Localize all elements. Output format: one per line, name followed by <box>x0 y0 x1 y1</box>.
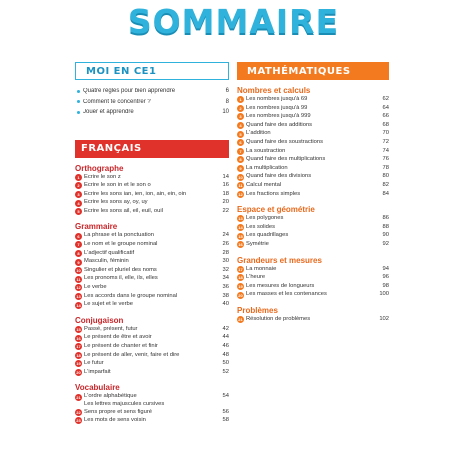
toc-entry[interactable] <box>237 182 389 191</box>
toc-entry[interactable] <box>237 232 389 241</box>
toc-entry[interactable] <box>75 208 229 217</box>
entry-page: 6 <box>225 88 229 95</box>
entry-label: Quand faire des soustractions <box>246 138 324 145</box>
toc-entry[interactable] <box>237 165 389 174</box>
lesson-number-badge: 21 <box>238 317 243 323</box>
entry-page: 54 <box>222 393 229 400</box>
page-title: SOMMAIRE <box>127 2 340 41</box>
entry-page: 40 <box>222 301 229 308</box>
entry-page: 82 <box>382 181 389 188</box>
section-title: Orthographe <box>75 163 124 173</box>
entry-label: La phrase et la ponctuation <box>84 232 154 239</box>
lesson-number-badge: 18 <box>76 352 81 358</box>
section-title: Problèmes <box>237 305 278 315</box>
entry-page: 94 <box>382 265 389 272</box>
lesson-number-badge: 16 <box>76 335 81 341</box>
entry-label: Singulier et pluriel des noms <box>84 266 157 273</box>
lesson-number-badge: 10 <box>76 268 81 274</box>
toc-entry[interactable] <box>237 191 389 200</box>
toc-entry[interactable] <box>237 241 389 250</box>
lesson-number-badge: 8 <box>75 250 82 257</box>
toc-entry[interactable] <box>75 326 229 335</box>
toc-entry[interactable] <box>237 274 389 283</box>
toc-entry[interactable] <box>237 105 389 114</box>
lesson-number-badge: 16 <box>238 242 243 248</box>
mathematiques-header: MATHÉMATIQUES <box>237 62 389 80</box>
entry-label: Symétrie <box>246 240 269 247</box>
entry-page: 52 <box>222 368 229 375</box>
entry-label: Le futur <box>84 360 104 367</box>
toc-entry[interactable] <box>75 174 229 183</box>
lesson-number-badge: 18 <box>238 275 243 281</box>
entry-page: 72 <box>382 138 389 145</box>
lesson-number-badge: 17 <box>76 344 81 350</box>
lesson-number-badge: 3 <box>237 113 244 120</box>
lesson-number-badge: 20 <box>76 370 81 376</box>
entry-label: Le présent de chanter et finir <box>84 343 158 349</box>
toc-entry[interactable] <box>75 107 229 118</box>
lesson-number-badge: 9 <box>237 165 244 172</box>
lesson-number-badge: 20 <box>238 292 243 298</box>
lesson-number-badge: 3 <box>75 191 82 198</box>
entry-label: Quand faire des additions <box>246 121 313 128</box>
toc-entry[interactable] <box>75 267 229 276</box>
bullet-icon <box>77 100 80 103</box>
entry-label: Écrire les sons ail, eil, euil, ouil <box>84 207 163 214</box>
entry-label: Les mesures de longueurs <box>246 282 315 289</box>
lesson-number-badge: 7 <box>237 148 244 155</box>
toc-entry[interactable] <box>75 232 229 241</box>
toc-entry[interactable] <box>237 291 389 300</box>
entry-label: Les nombres jusqu'à 69 <box>246 96 308 102</box>
entry-page: 98 <box>382 282 389 289</box>
lesson-number-badge: 1 <box>75 174 82 181</box>
toc-entry[interactable] <box>237 113 389 122</box>
entry-label: Le nom et le groupe nominal <box>84 241 158 248</box>
entry-page: 44 <box>222 334 229 341</box>
entry-label: Les masses et les contenances <box>246 291 327 298</box>
toc-entry[interactable] <box>237 266 389 275</box>
entry-page: 68 <box>382 121 389 128</box>
toc-entry[interactable] <box>75 369 229 378</box>
entry-label: Le sujet et le verbe <box>84 301 133 308</box>
lesson-number-badge: 14 <box>238 225 243 231</box>
lesson-number-badge: 5 <box>237 131 244 138</box>
entry-page: 74 <box>382 147 389 154</box>
entry-page: 66 <box>382 113 389 120</box>
entry-page: 18 <box>222 190 229 197</box>
toc-entry[interactable] <box>75 199 229 208</box>
lesson-number-badge: 6 <box>237 139 244 146</box>
entry-label: L'heure <box>246 274 266 281</box>
toc-entry[interactable] <box>75 343 229 352</box>
entry-page: 92 <box>382 240 389 247</box>
toc-entry[interactable] <box>75 258 229 267</box>
toc-entry[interactable] <box>75 191 229 200</box>
entry-page: 26 <box>222 241 229 248</box>
entry-label: Les nombres jusqu'à 999 <box>246 113 311 120</box>
entry-page: 64 <box>382 104 389 111</box>
toc-entry[interactable] <box>237 122 389 131</box>
toc-entry[interactable] <box>75 393 229 408</box>
lesson-number-badge: 2 <box>237 105 244 112</box>
toc-entry[interactable] <box>75 334 229 343</box>
entry-label: Quatre règles pour bien apprendre <box>83 88 176 95</box>
entry-page: 58 <box>222 417 229 424</box>
lesson-number-badge: 13 <box>238 216 243 222</box>
lesson-number-badge: 13 <box>76 293 81 299</box>
toc-entry[interactable] <box>75 86 229 97</box>
toc-entry[interactable] <box>237 96 389 105</box>
entry-page: 28 <box>222 249 229 256</box>
toc-entry[interactable] <box>75 284 229 293</box>
entry-page: 36 <box>222 284 229 291</box>
entry-label: Les solides <box>246 223 276 230</box>
right-column <box>237 62 389 324</box>
mathematiques-sections <box>237 86 389 324</box>
entry-label: L'adjectif qualificatif <box>84 249 135 256</box>
lesson-number-badge: 11 <box>76 276 81 282</box>
entry-page: 96 <box>382 274 389 281</box>
entry-label: L'addition <box>246 130 271 137</box>
section-title: Conjugaison <box>75 315 124 325</box>
lesson-number-badge: 5 <box>75 208 82 215</box>
entry-page: 86 <box>382 215 389 222</box>
lesson-number-badge: 1 <box>237 96 244 103</box>
entry-label: Résolution de problèmes <box>246 315 311 322</box>
entry-label: Les accords dans le groupe nominal <box>84 292 178 299</box>
toc-entry[interactable] <box>237 173 389 182</box>
lesson-number-badge: 4 <box>75 200 82 207</box>
entry-label: Le présent de être et avoir <box>84 334 152 341</box>
entry-page: 80 <box>382 173 389 180</box>
entry-page: 38 <box>222 292 229 299</box>
lesson-number-badge: 23 <box>76 418 81 424</box>
entry-page: 62 <box>382 96 389 102</box>
entry-label: La multiplication <box>246 164 288 171</box>
toc-entry[interactable] <box>75 275 229 284</box>
toc-entry[interactable] <box>237 215 389 224</box>
lesson-number-badge: 4 <box>237 122 244 129</box>
toc-entry[interactable] <box>75 97 229 108</box>
entry-label: Passé, présent, futur <box>84 325 138 332</box>
toc-entry[interactable] <box>75 182 229 191</box>
lesson-number-badge: 14 <box>76 302 81 308</box>
lesson-number-badge: 19 <box>76 361 81 367</box>
entry-page: 10 <box>222 109 229 116</box>
toc-entry[interactable] <box>237 130 389 139</box>
toc-entry[interactable] <box>75 360 229 369</box>
entry-page: 84 <box>382 190 389 197</box>
entry-page: 16 <box>222 182 229 189</box>
entry-page: 8 <box>225 98 229 105</box>
bullet-icon <box>77 90 80 93</box>
entry-label: Quand faire des divisions <box>246 173 312 180</box>
entry-label: Les nombres jusqu'à 99 <box>246 104 308 111</box>
entry-label: La monnaie <box>246 265 277 272</box>
toc-entry[interactable] <box>75 241 229 250</box>
entry-label: Le verbe <box>84 284 107 291</box>
lesson-number-badge: 15 <box>238 233 243 239</box>
entry-label: Écrire les sons ay, oy, uy <box>84 199 148 206</box>
lesson-number-badge: 12 <box>76 285 81 291</box>
entry-label: Le présent de aller, venir, faire et dire <box>84 351 180 358</box>
toc-entry[interactable] <box>75 250 229 259</box>
toc-entry[interactable] <box>237 224 389 233</box>
toc-entry[interactable] <box>237 156 389 165</box>
francais-header: FRANÇAIS <box>75 140 229 158</box>
toc-entry[interactable] <box>75 352 229 361</box>
toc-entry[interactable] <box>75 409 229 418</box>
entry-label: Les mots de sens voisin <box>84 417 146 424</box>
section-title: Grammaire <box>75 222 118 232</box>
entry-label: Comment te concentrer ? <box>83 98 151 105</box>
entry-label: Calcul mental <box>246 181 282 188</box>
entry-label: L'imparfait <box>84 368 111 375</box>
entry-label: Masculin, féminin <box>84 258 129 265</box>
entry-label: Écrire le son in et le son o <box>84 182 151 189</box>
entry-page: 78 <box>382 164 389 171</box>
entry-label: L'ordre alphabétique Les lettres majuscules cursives <box>84 393 165 407</box>
toc-entry[interactable] <box>237 139 389 148</box>
francais-sections <box>75 164 229 426</box>
lesson-number-badge: 8 <box>237 156 244 163</box>
entry-page: 42 <box>222 325 229 332</box>
lesson-number-badge: 10 <box>238 174 243 180</box>
moi-en-ce1-list <box>75 80 229 118</box>
lesson-number-badge: 22 <box>76 409 81 415</box>
lesson-number-badge: 9 <box>75 259 82 266</box>
entry-page: 100 <box>379 291 389 298</box>
bullet-icon <box>77 111 80 114</box>
entry-page: 56 <box>222 408 229 415</box>
entry-page: 34 <box>222 275 229 282</box>
section-title: Grandeurs et mesures <box>237 255 322 265</box>
lesson-number-badge: 6 <box>75 233 82 240</box>
entry-page: 20 <box>222 199 229 206</box>
lesson-number-badge: 2 <box>75 182 82 189</box>
entry-label: Les polygones <box>246 215 284 222</box>
entry-page: 88 <box>382 223 389 230</box>
section-title: Espace et géométrie <box>237 205 315 215</box>
entry-page: 30 <box>222 258 229 265</box>
entry-label: Les pronoms il, elle, ils, elles <box>84 275 158 282</box>
lesson-number-badge: 19 <box>238 283 243 289</box>
entry-label: Les fractions simples <box>246 190 301 197</box>
entry-label: Quand faire des multiplications <box>246 156 326 163</box>
lesson-number-badge: 17 <box>238 266 243 272</box>
toc-entry[interactable] <box>237 283 389 292</box>
entry-page: 90 <box>382 232 389 239</box>
entry-page: 46 <box>222 343 229 349</box>
toc-entry[interactable] <box>237 316 389 325</box>
entry-label: Écrire les sons ian, ien, ion, ain, ein, oin <box>84 190 187 197</box>
entry-label: Sens propre et sens figuré <box>84 408 152 415</box>
entry-page: 76 <box>382 156 389 163</box>
entry-label: Jouer et apprendre <box>83 109 134 116</box>
entry-page: 102 <box>379 315 389 322</box>
lesson-number-badge: 12 <box>238 191 243 197</box>
entry-page: 32 <box>222 266 229 273</box>
section-title: Vocabulaire <box>75 383 120 393</box>
entry-page: 22 <box>222 207 229 214</box>
lesson-number-badge: 21 <box>76 394 81 400</box>
toc-entry[interactable] <box>75 417 229 426</box>
left-column <box>75 62 229 426</box>
lesson-number-badge: 7 <box>75 241 82 248</box>
toc-entry[interactable] <box>237 148 389 157</box>
entry-label: Écrire le son z <box>84 173 121 180</box>
entry-page: 50 <box>222 360 229 367</box>
toc-entry[interactable] <box>75 293 229 302</box>
entry-label: Les quadrillages <box>246 232 289 239</box>
entry-label: La soustraction <box>246 147 286 154</box>
moi-en-ce1-header: MOI EN CE1 <box>75 62 229 80</box>
toc-entry[interactable] <box>75 301 229 310</box>
section-title: Nombres et calculs <box>237 86 311 95</box>
entry-page: 70 <box>382 130 389 137</box>
lesson-number-badge: 15 <box>76 327 81 333</box>
entry-page: 14 <box>222 173 229 180</box>
entry-page: 48 <box>222 351 229 358</box>
lesson-number-badge: 11 <box>238 183 243 189</box>
entry-page: 24 <box>222 232 229 239</box>
